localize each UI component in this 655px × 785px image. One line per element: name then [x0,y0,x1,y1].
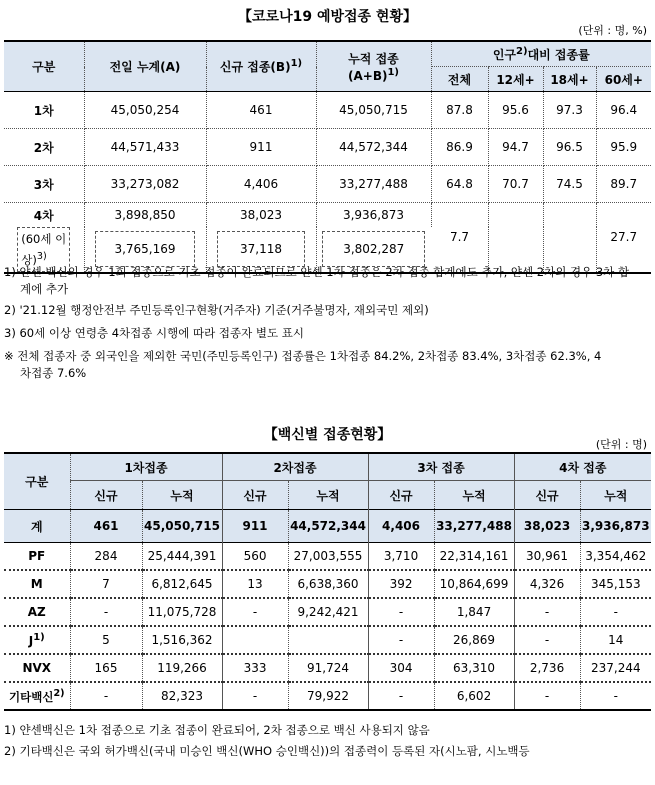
table2-unit: (단위 : 명) [595,438,647,451]
header-age60: 60세+ [596,67,651,92]
table1-unit: (단위 : 명, %) [578,24,647,37]
header-age12: 12세+ [488,67,543,92]
table-row: $J^{1)}$ 5 1,516,362 - 26,869 - 14 [4,626,651,654]
t2-header-dose4: 4차 접종 [514,453,651,481]
vaccine-type-table: 구분 1차접종 2차접종 3차 접종 4차 접종 신규 누적 신규 누적 신규 누적 신규 누적 계 461 45,050,715 911 44,572,344 4,406 33,277,488 38,023 3,936,873 PF 284 25,444,391 560 27,003,555 3,710 22,314,161 30,961 3,354,462 M 7 6,812,645 13 6,638,360 392 10,864,699 4,326 345,153 AZ - 11,075,728 - 9,242,421 - 1,847 - - $J^{1)}$ 5 1,516,362 - 26,869 - 14 NVX 165 119,266 333 91,724 304 63,310 2,736 237,244 기타백신$^{2)}$ - 82,323 - 79,922 - 6,602 - - [4,452,651,711]
table-row-total: 계 461 45,050,715 911 44,572,344 4,406 33,277,488 38,023 3,936,873 [4,510,651,543]
table-row: M 7 6,812,645 13 6,638,360 392 10,864,699 4,326 345,153 [4,570,651,598]
header-cumulative: 누적 접종 $(A+B)^{1)}$ [316,41,431,92]
header-new: 신규 접종$(B)^{1)}$ [206,41,316,92]
table-row: (60세 이 상)$^{3)}$ 3,765,169 37,118 3,802,287 [4,227,651,273]
header-all: 전체 [431,67,488,92]
table-row: 1차 45,050,254 461 45,050,715 87.8 95.6 97.3 96.4 [4,92,651,129]
t2-header-gubun: 구분 [4,453,70,510]
table-row: AZ - 11,075,728 - 9,242,421 - 1,847 - - [4,598,651,626]
table2-notes: 1) 얀센백신은 1차 접종으로 기초 접종이 완료되어, 2차 접종으로 백신 사용되지 않음 2) 기타백신은 국외 허가백신(국내 미승인 백신(WHO 승인백신))의 접종력이 등록된 자(시노팜, 시노백등 [4,723,530,758]
header-prev-total: 전일 누계(A) [84,41,206,92]
header-gubun: 구분 [4,41,84,92]
header-rate: 인구$^{2)}$대비 접종률 [431,41,651,67]
table2-title: 【백신별 접종현황】 [263,427,392,443]
header-age18: 18세+ [543,67,596,92]
table-row: PF 284 25,444,391 560 27,003,555 3,710 22,314,161 30,961 3,354,462 [4,543,651,571]
t2-header-dose1: 1차접종 [70,453,222,481]
table-row: 2차 44,571,433 911 44,572,344 86.9 94.7 96.5 95.9 [4,129,651,166]
vaccination-status-table [4,40,651,274]
table1-notes: 1) 얀센 백신의 경우 1회 접종으로 기초 접종이 완료되므로 얀센 1차 접종은 2차 접종 합계에도 추가, 얀센 2차의 경우 3차 합 계에 추가 2) '21.12월 행정안전부 주민등록인구현황(거주자) 기준(거주불명자, 재외국민 제외) 3) 60세 이상 연령층 4차접종 시행에 따라 접종자 별도 표시 ※ 전체 접종자 중 외국인을 제외한 국민(주민등록인구) 접종률은 1차접종 84.2%, 2차접종 83.4%, 3차접종 62.3%, 4 차접종 7.6% [4,265,630,380]
t2-header-dose3: 3차 접종 [368,453,514,481]
table-row: 3차 33,273,082 4,406 33,277,488 64.8 70.7 74.5 89.7 [4,166,651,203]
table1-title: 【코로나19 예방접종 현황】 [238,9,417,25]
table-row: 4차 3,898,850 38,023 3,936,873 7.7 27.7 [4,203,651,228]
t2-header-dose2: 2차접종 [222,453,368,481]
table-row: 기타백신$^{2)}$ - 82,323 - 79,922 - 6,602 - - [4,682,651,710]
table-row: NVX 165 119,266 333 91,724 304 63,310 2,736 237,244 [4,654,651,682]
